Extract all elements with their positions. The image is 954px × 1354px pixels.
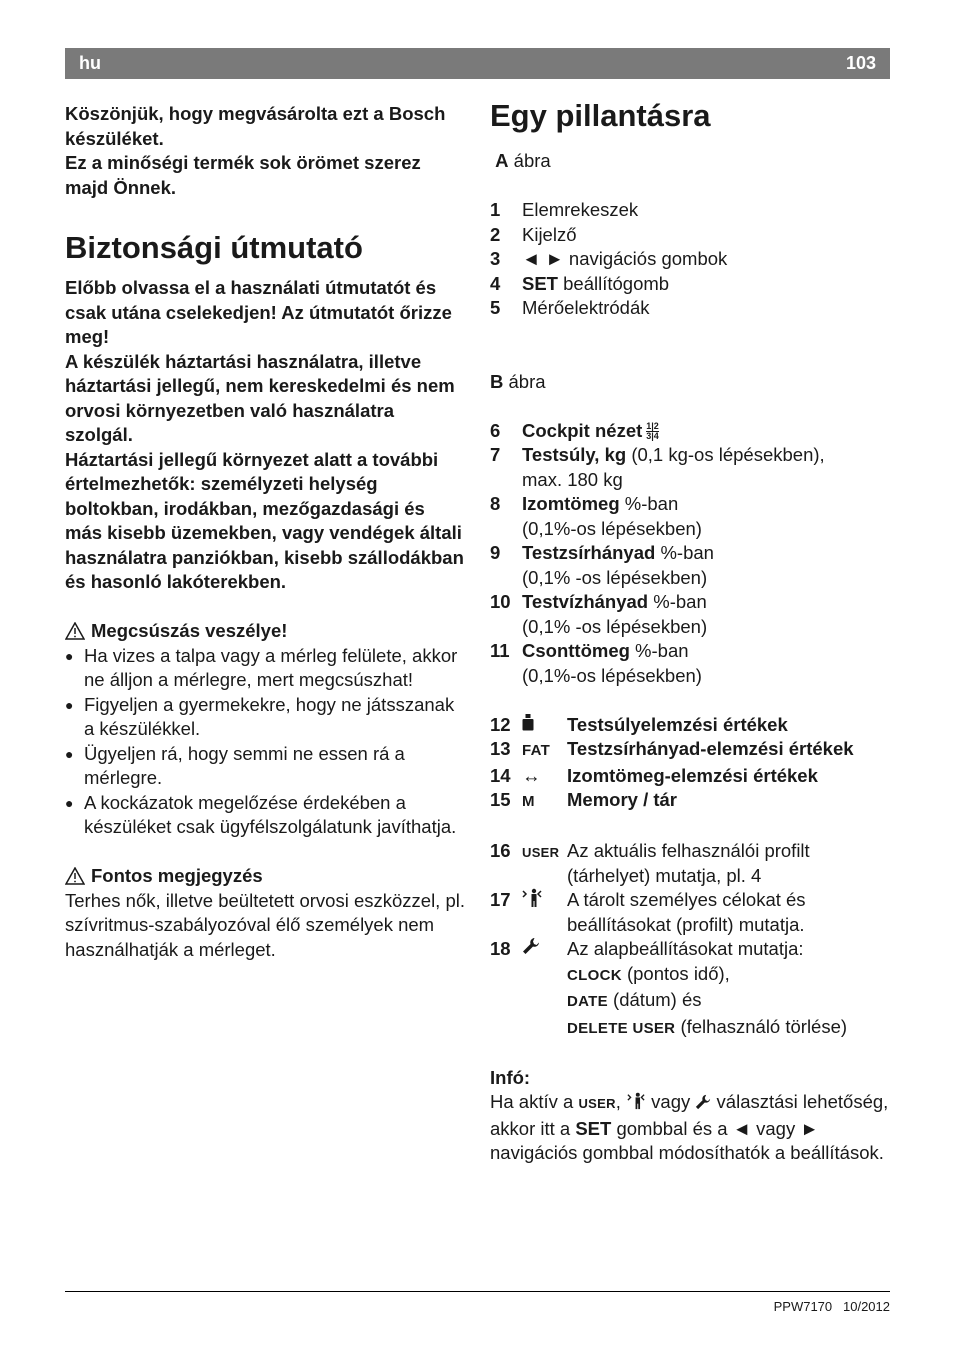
safety-paragraph-2: A készülék háztartási használatra, illetve háztartási jellegű, nem kereskedelmi és nem orvosi környezetben való használatra szolgál. (65, 350, 455, 445)
figure-b-caption: B ábra (490, 370, 546, 392)
warning-slip-title: Megcsúszás veszélye! (91, 620, 288, 641)
warning-important-title: Fontos megjegyzés (91, 865, 263, 886)
list-item: 17 A tárolt személyes célokat és beállításokat (profilt) mutatja. (490, 889, 806, 935)
list-item: 16 USER Az aktuális felhasználói profilt (tárhelyet) mutatja, pl. 4 (490, 840, 810, 886)
figure-a-caption: A ábra (495, 150, 551, 171)
safety-title: Biztonsági útmutató (65, 230, 363, 265)
user-icon: USER (522, 845, 560, 860)
info-title: Infó: (490, 1066, 531, 1088)
print-date: 10/2012 (843, 1299, 890, 1314)
page-header (65, 48, 890, 79)
user-icon: USER (578, 1096, 616, 1111)
warning-slip (65, 619, 465, 644)
list-item: 8 Izomtömeg %-ban (0,1%-os lépésekben) (490, 493, 702, 539)
cockpit-icon: $\frac{1|2}{3|4}$ (646, 421, 659, 442)
safety-paragraph-3: Háztartási jellegű környezet alatt a további értelmezhetők: személyzeti helység boltokban, irodákban, mezőgazdasági és más kisebb üzemekben, vagy vendégek általi használatra panziókban, kisebb szállodákban és hasonló lakóterekben. (65, 448, 464, 592)
list-item: 9 Testzsírhányad %-ban (0,1% -os lépésekben) (490, 542, 714, 588)
warning-important-text: Terhes nők, illetve beültetett orvosi eszközzel, pl. szívritmus-szabályozóval élő személyek nem használhatják a mérleget. (65, 889, 465, 960)
footer (774, 1299, 890, 1314)
warning-important (65, 864, 465, 889)
list-item: 10 Testvízhányad %-ban (0,1% -os lépésekben) (490, 591, 708, 637)
wrench-icon (695, 1094, 711, 1110)
thanks-text-1: Köszönjük, hogy megvásárolta ezt a Bosch készüléket. (65, 103, 446, 149)
list-item: 6 Cockpit nézet $\frac{1|2}{3|4}$ (490, 419, 659, 442)
list-item: 4 SET beállítógomb (490, 272, 670, 294)
safety-paragraph-1: Előbb olvassa el a használati útmutatót és csak utána cselekedjen! Az útmutatót őrizze meg! (65, 277, 452, 347)
list-item: ● A kockázatok megelőzése érdekében a készüléket csak ügyfélszolgálatunk javíthatja. (65, 791, 465, 840)
list-item: 13 FAT Testzsírhányad-elemzési értékek (490, 738, 854, 759)
warning-triangle-icon (65, 622, 85, 640)
list-item: ● Ügyeljen rá, hogy semmi ne essen rá a mérlegre. (65, 742, 465, 791)
wrench-icon (522, 937, 540, 955)
fat-icon: FAT (522, 742, 551, 759)
target-person-icon (626, 1092, 646, 1110)
list-item: 14 ↔ Izomtömeg-elemzési értékek (490, 764, 818, 786)
muscle-icon: ↔ (522, 764, 541, 786)
info-text: Ha aktív a USER, vagy választási lehetőség, akkor itt a SET gombbal és a ◄ vagy ► navigációs gombbal módosíthatók a beállítások. (490, 1091, 889, 1163)
warning-slip-list (65, 644, 465, 840)
footer-divider (65, 1291, 890, 1292)
target-person-icon (522, 888, 542, 908)
memory-icon: M (522, 793, 535, 810)
model-number: PPW7170 (773, 1299, 833, 1314)
page-number: 103 (845, 53, 876, 73)
list-item: 3 ◄ ► navigációs gombok (490, 248, 728, 269)
thanks-text-2: Ez a minőségi termék sok örömet szerez majd Önnek. (65, 152, 421, 198)
overview-title: Egy pillantásra (490, 98, 711, 133)
list-item: 2 Kijelző (490, 223, 577, 245)
list-item: ● Ha vizes a talpa vagy a mérleg felülete, akkor ne álljon a mérlegre, mert megcsúszhat! (65, 644, 465, 693)
list-item: 5 Mérőelektródák (490, 297, 650, 318)
list-item: ● Figyeljen a gyermekekre, hogy ne játsszanak a készülékkel. (65, 693, 465, 742)
list-item: 11 Csonttömeg %-ban (0,1%-os lépésekben) (490, 640, 702, 686)
list-item: 18 Az alapbeállításokat mutatja: CLOCK (pontos idő), DATE (dátum) és DELETE USER (felhasználó törlése) (490, 938, 848, 1037)
list-item: 15 M Memory / tár (490, 789, 678, 810)
left-column (65, 102, 465, 962)
warning-triangle-icon (65, 867, 85, 885)
language-code: hu (79, 53, 101, 73)
right-column (490, 98, 890, 1166)
weight-icon (522, 714, 534, 731)
list-item: 1 Elemrekeszek (490, 199, 639, 220)
list-item: 12 Testsúlyelemzési értékek (490, 713, 788, 735)
list-item: 7 Testsúly, kg (0,1 kg-os lépésekben), max. 180 kg (490, 444, 825, 490)
